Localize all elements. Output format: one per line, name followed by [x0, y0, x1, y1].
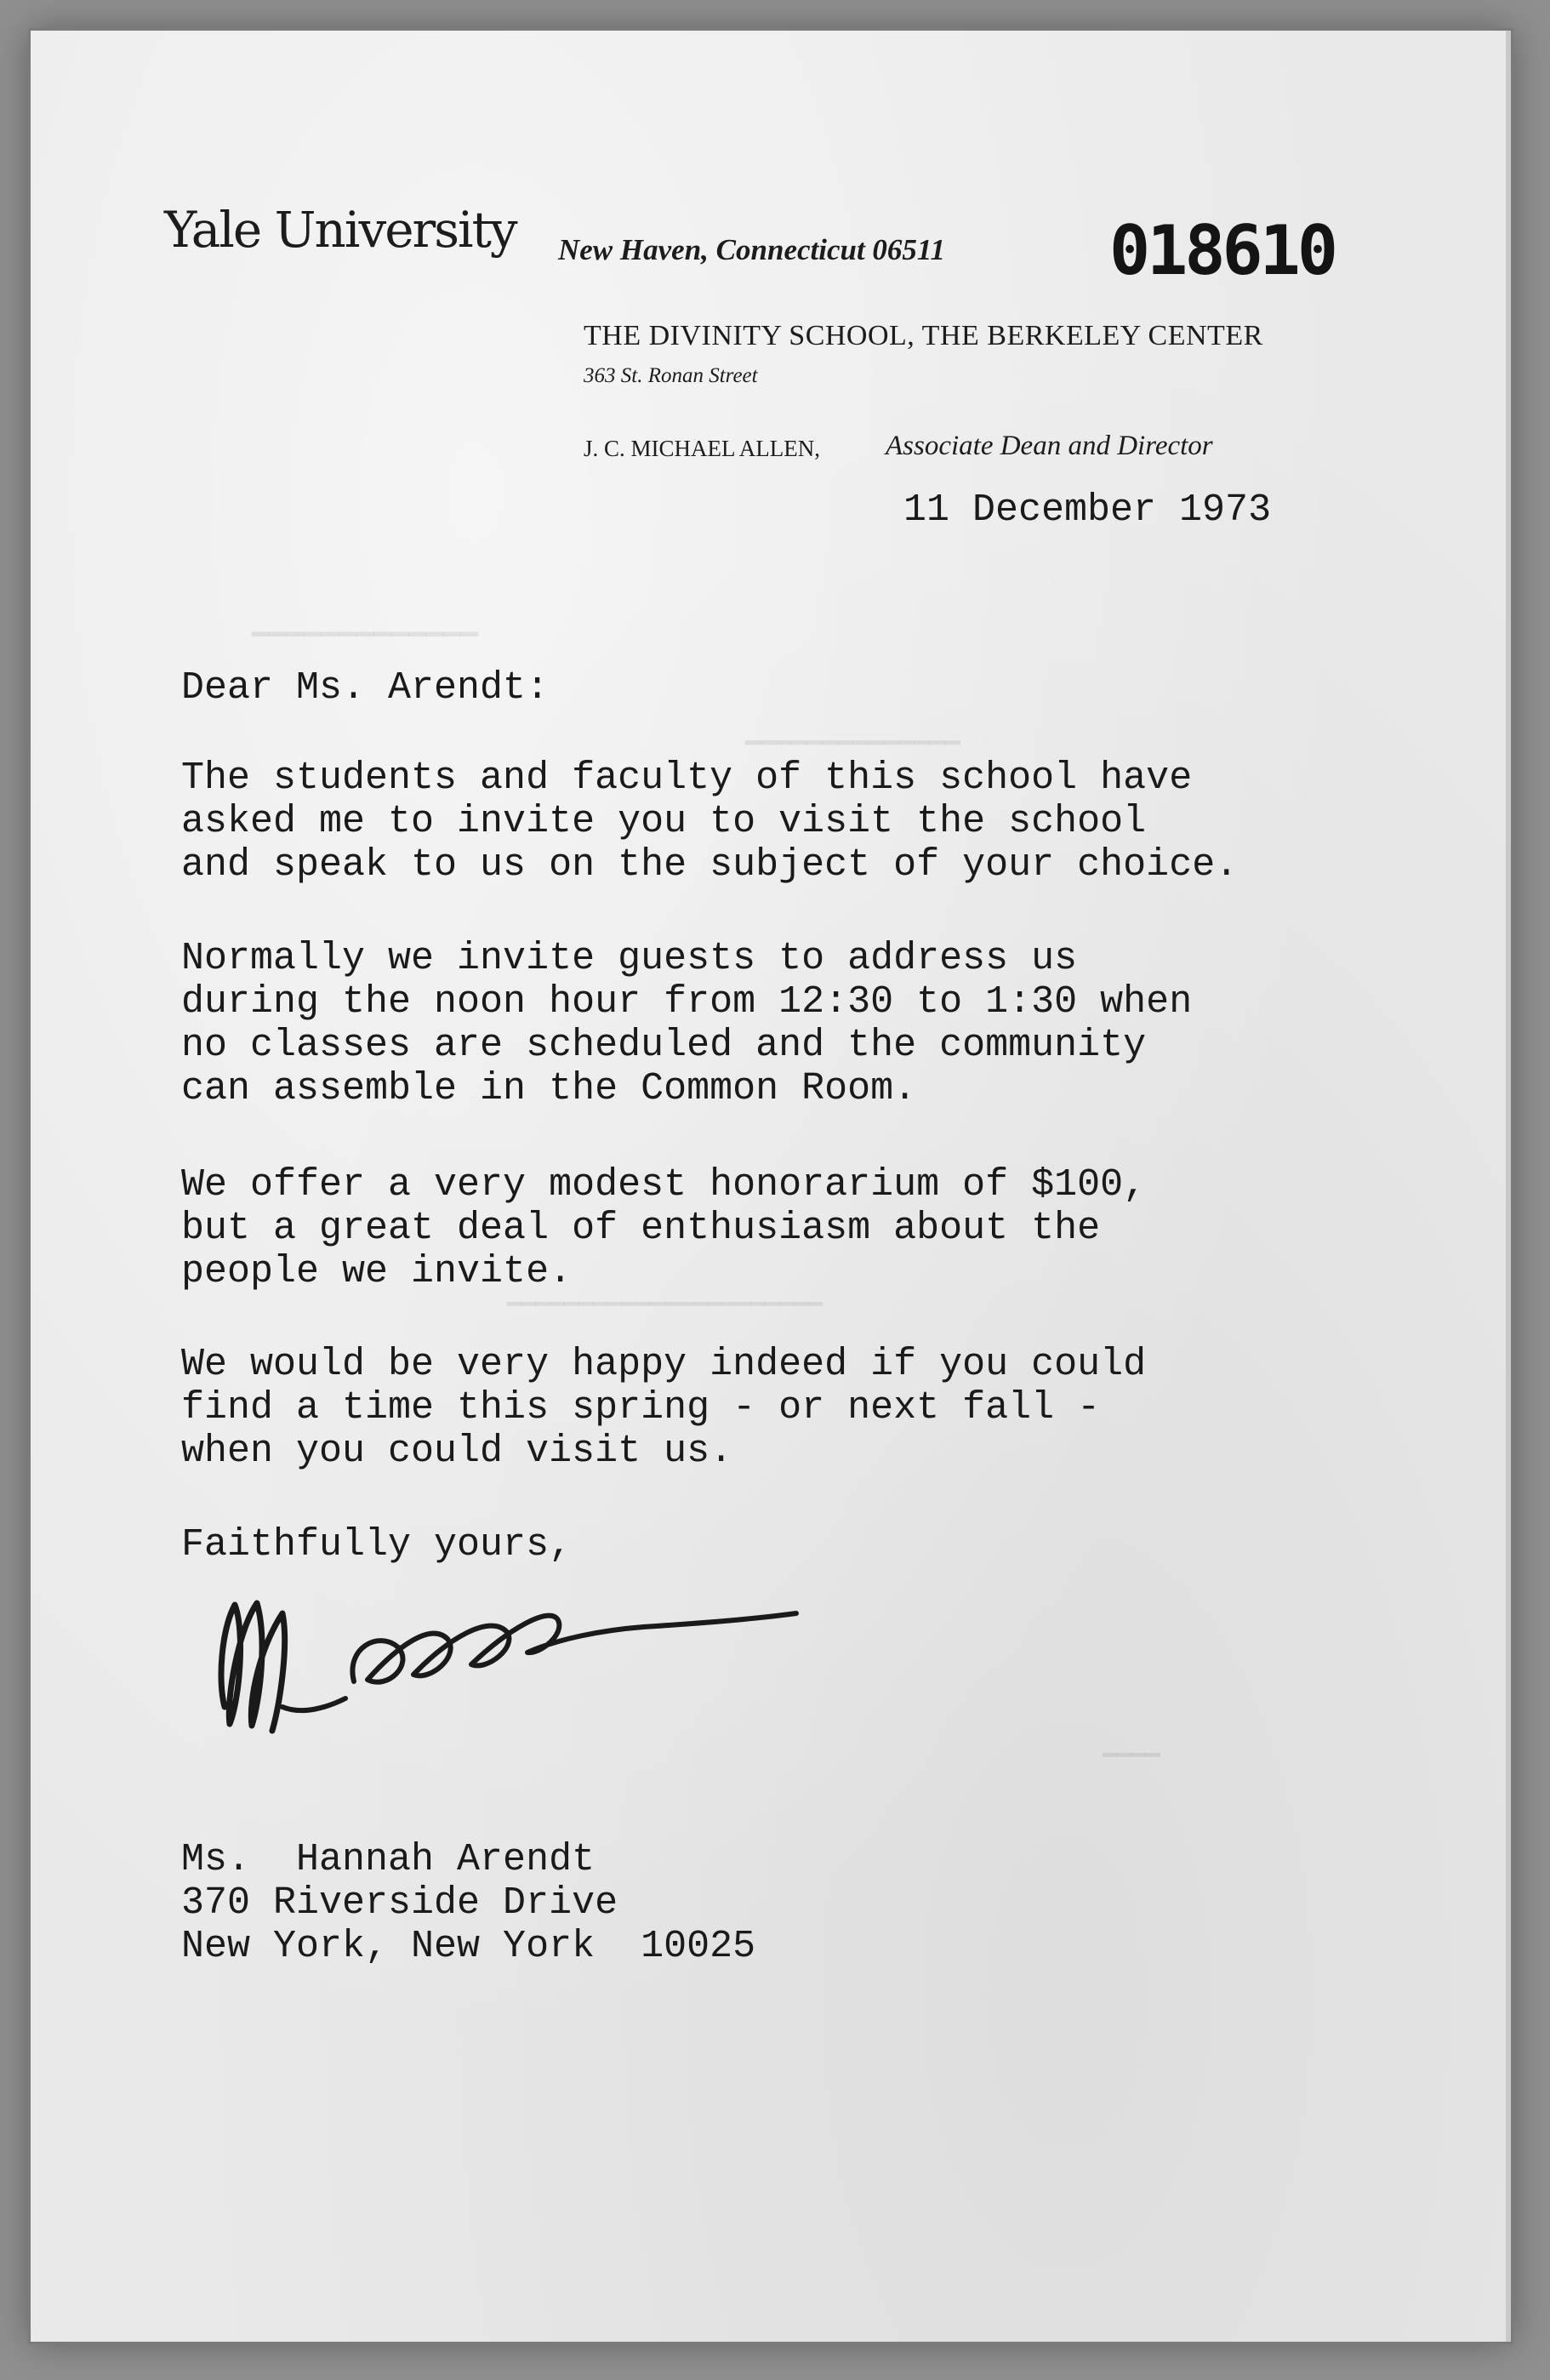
university-address: New Haven, Connecticut 06511 — [558, 233, 945, 266]
bleed-through-marks: ━━━━━━━━━━━━━━ — [745, 729, 960, 757]
recipient-city: New York, New York 10025 — [181, 1925, 756, 1968]
handwritten-signature — [201, 1579, 813, 1749]
bleed-through-marks: ━━━━ — [1103, 1743, 1160, 1769]
letter-page — [31, 31, 1511, 2342]
salutation: Dear Ms. Arendt: — [181, 666, 550, 710]
dean-title: Associate Dean and Director — [886, 431, 1213, 461]
school-name: THE DIVINITY SCHOOL, THE BERKELEY CENTER — [584, 320, 1263, 351]
recipient-street: 370 Riverside Drive — [181, 1881, 618, 1925]
letter-date: 11 December 1973 — [903, 488, 1272, 532]
body-paragraph: Normally we invite guests to address us during the noon hour from 12:30 to 1:30 when no classes are scheduled and the community can assemble in the Common Room. — [181, 937, 1193, 1110]
dean-name: J. C. MICHAEL ALLEN, — [584, 436, 820, 461]
body-paragraph: We would be very happy indeed if you could find a time this spring - or next fall - when you could visit us. — [181, 1343, 1147, 1473]
document-number-stamp: 018610 — [1109, 211, 1335, 290]
recipient-name: Ms. Hannah Arendt — [181, 1838, 595, 1881]
school-street: 363 St. Ronan Street — [584, 364, 758, 387]
bleed-through-marks: ━━━━━━━━━━━━━━━━━━━━━━ — [507, 1292, 823, 1318]
body-paragraph: We offer a very modest honorarium of $100, but a great deal of enthusiasm about the people we invite. — [181, 1163, 1147, 1293]
closing: Faithfully yours, — [181, 1523, 573, 1567]
bleed-through-marks: ━━━━━━━━━━━━━ — [252, 619, 479, 651]
page-edge — [1506, 31, 1511, 2342]
body-paragraph: The students and faculty of this school have asked me to invite you to visit the school and speak to us on the subject of your choice. — [181, 756, 1239, 887]
university-name: Yale University — [164, 201, 516, 259]
